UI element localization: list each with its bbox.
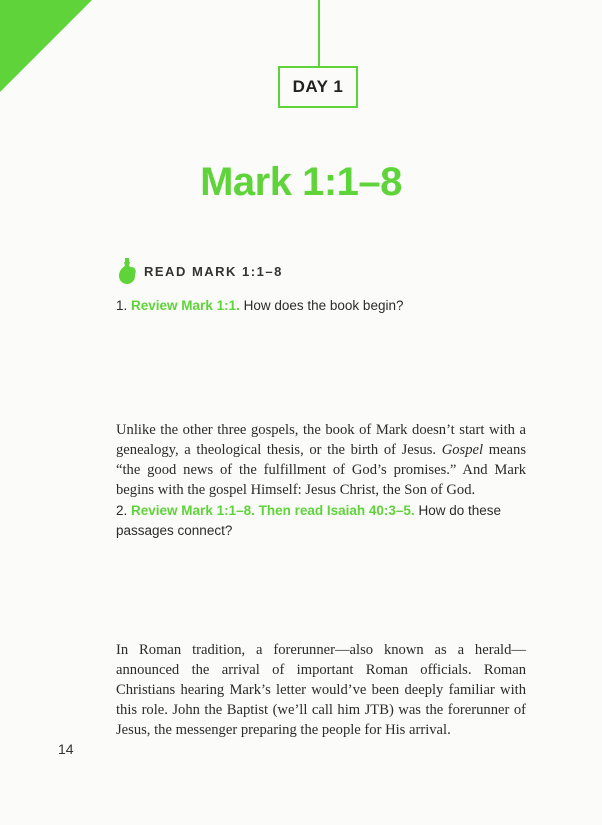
paragraph-1 (116, 420, 526, 500)
paragraph-italic-term: Gospel (441, 442, 484, 458)
day-label: DAY 1 (292, 77, 344, 96)
day-badge (278, 66, 358, 108)
page-number: 14 (58, 741, 74, 757)
paragraph-text: means “the good news of the fulfillment of God’s promises.” And Mark begins with the gospel Himself: Jesus Christ, the Son of God. (116, 442, 527, 498)
corner-accent-triangle (0, 0, 92, 92)
paragraph-2: In Roman tradition, a forerunner—also known as a herald—announced the arrival of important Roman officials. Roman Christians hearing Mark’s letter would’ve been deeply familiar with this role. John the Baptist (we’ll call him JTB) was the forerunner of Jesus, the messenger preparing the people for His arrival. (116, 642, 526, 738)
page-title: Mark 1:1–8 (200, 160, 402, 204)
question-text: How do these passages connect? (116, 503, 502, 538)
oil-jar-icon (116, 256, 138, 286)
read-section-label: READ MARK 1:1–8 (144, 263, 283, 279)
header-connector-line (318, 0, 320, 66)
question-highlight: Review Mark 1:1. (131, 298, 240, 313)
question-number: 1. (116, 298, 128, 313)
question-text: How does the book begin? (243, 298, 404, 313)
paragraph-text: Unlike the other three gospels, the book of Mark doesn’t start with a genealogy, a theological thesis, or the birth of Jesus. (116, 422, 526, 458)
question-2 (116, 501, 536, 541)
question-highlight: Review Mark 1:1–8. Then read Isaiah 40:3–5. (131, 503, 415, 518)
question-1 (116, 296, 536, 316)
question-number: 2. (116, 503, 128, 518)
read-section-header (116, 256, 283, 286)
